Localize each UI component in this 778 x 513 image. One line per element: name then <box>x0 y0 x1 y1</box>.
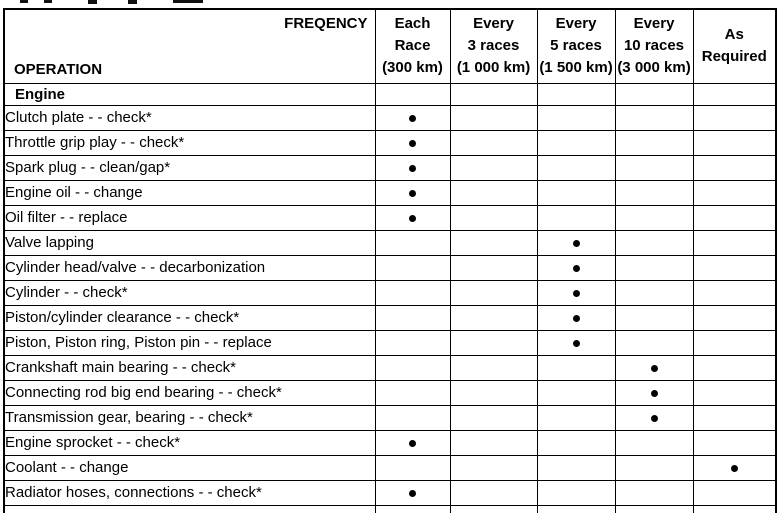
bullet-mark-icon <box>409 490 416 497</box>
operation-cell: Spark plug - - clean/gap* <box>4 155 375 180</box>
frequency-mark-cell <box>615 330 693 355</box>
operation-cell: Coolant - - change <box>4 455 375 480</box>
bullet-mark-icon <box>573 340 580 347</box>
table-row <box>4 180 776 205</box>
clipped-title-fragment <box>128 0 137 4</box>
frequency-mark-cell <box>693 430 776 455</box>
frequency-mark-cell <box>375 305 450 330</box>
frequency-mark-cell <box>450 505 537 513</box>
operation-cell: Cylinder - - check* <box>4 280 375 305</box>
frequency-mark-cell <box>450 480 537 505</box>
bullet-mark-icon <box>573 240 580 247</box>
frequency-mark-cell <box>450 255 537 280</box>
bullet-mark-icon <box>573 315 580 322</box>
clipped-title-fragment <box>20 0 28 3</box>
frequency-mark-cell <box>693 83 776 105</box>
frequency-column-header-line: (300 km) <box>382 59 443 77</box>
frequency-column-header <box>693 9 776 83</box>
bullet-mark-icon <box>651 415 658 422</box>
table-row <box>4 330 776 355</box>
frequency-column-header <box>615 9 693 83</box>
frequency-column-header-line: Required <box>701 48 767 66</box>
operation-cell: Radiator hoses, connections - - check* <box>4 480 375 505</box>
frequency-column-header-line: 10 races <box>623 37 685 55</box>
bullet-mark-icon <box>573 265 580 272</box>
frequency-mark-cell <box>537 180 615 205</box>
table-row <box>4 105 776 130</box>
frequency-mark-cell <box>615 180 693 205</box>
operation-cell: Engine oil - - change <box>4 180 375 205</box>
frequency-mark-cell <box>693 505 776 513</box>
frequency-mark-cell <box>693 155 776 180</box>
frequency-mark-cell <box>450 180 537 205</box>
frequency-mark-cell <box>693 280 776 305</box>
frequency-column-header <box>537 9 615 83</box>
frequency-mark-cell <box>375 480 450 505</box>
frequency-mark-cell <box>537 455 615 480</box>
operation-cell: Valve lapping <box>4 230 375 255</box>
frequency-mark-cell <box>450 105 537 130</box>
frequency-mark-cell <box>375 455 450 480</box>
frequency-mark-cell <box>693 330 776 355</box>
frequency-mark-cell <box>615 405 693 430</box>
frequency-mark-cell <box>375 505 450 513</box>
frequency-mark-cell <box>450 455 537 480</box>
operation-header-cell <box>4 9 375 83</box>
frequency-mark-cell <box>450 83 537 105</box>
frequency-mark-cell <box>693 380 776 405</box>
clipped-title-fragment <box>44 0 52 3</box>
frequency-mark-cell <box>375 130 450 155</box>
frequency-mark-cell <box>375 105 450 130</box>
operation-cell: Cylinder head/valve - - decarbonization <box>4 255 375 280</box>
operation-cell: Engine sprocket - - check* <box>4 430 375 455</box>
frequency-column-header-line: Every <box>555 15 597 33</box>
operation-cell: Piston, Piston ring, Piston pin - - replace <box>4 330 375 355</box>
frequency-mark-cell <box>450 355 537 380</box>
frequency-mark-cell <box>450 205 537 230</box>
frequency-column-header-line: As <box>724 26 744 44</box>
clipped-title-fragment <box>88 0 97 4</box>
maintenance-schedule-table <box>3 8 777 513</box>
frequency-mark-cell <box>450 380 537 405</box>
frequency-column-header-line: (1 500 km) <box>539 59 613 77</box>
frequency-mark-cell <box>450 430 537 455</box>
frequency-mark-cell <box>615 280 693 305</box>
frequency-mark-cell <box>615 380 693 405</box>
frequency-mark-cell <box>537 155 615 180</box>
frequency-mark-cell <box>615 505 693 513</box>
frequency-mark-cell <box>537 205 615 230</box>
bullet-mark-icon <box>409 140 416 147</box>
frequency-mark-cell <box>375 405 450 430</box>
frequency-mark-cell <box>615 255 693 280</box>
frequency-mark-cell <box>375 280 450 305</box>
operation-header-label: OPERATION <box>14 60 103 78</box>
table-row <box>4 380 776 405</box>
frequency-mark-cell <box>537 405 615 430</box>
frequency-mark-cell <box>615 105 693 130</box>
frequency-mark-cell <box>375 430 450 455</box>
operation-cell: Engine <box>4 83 375 105</box>
operation-cell: Clutch plate - - check* <box>4 105 375 130</box>
table-row <box>4 205 776 230</box>
frequency-column-header-line: Each <box>394 15 431 33</box>
frequency-mark-cell <box>537 330 615 355</box>
frequency-column-header <box>375 9 450 83</box>
table-row <box>4 405 776 430</box>
operation-cell: Oil filter - - replace <box>4 205 375 230</box>
bullet-mark-icon <box>573 290 580 297</box>
frequency-mark-cell <box>537 380 615 405</box>
operation-cell <box>4 505 375 513</box>
frequency-mark-cell <box>450 330 537 355</box>
frequency-column-header-line: 3 races <box>467 37 520 55</box>
bullet-mark-icon <box>409 215 416 222</box>
operation-cell: Throttle grip play - - check* <box>4 130 375 155</box>
frequency-column-header-line: Race <box>394 37 431 55</box>
frequency-mark-cell <box>693 455 776 480</box>
frequency-mark-cell <box>537 280 615 305</box>
frequency-mark-cell <box>693 255 776 280</box>
frequency-mark-cell <box>615 130 693 155</box>
table-row <box>4 480 776 505</box>
table-row <box>4 155 776 180</box>
frequency-mark-cell <box>375 380 450 405</box>
frequency-header-label: FREQENCY <box>284 15 368 32</box>
frequency-column-header-line: 5 races <box>550 37 602 55</box>
bullet-mark-icon <box>409 190 416 197</box>
frequency-mark-cell <box>693 405 776 430</box>
frequency-mark-cell <box>615 155 693 180</box>
frequency-mark-cell <box>537 480 615 505</box>
table-row <box>4 280 776 305</box>
frequency-column-header-line: Every <box>633 15 675 33</box>
frequency-column-header-line: Every <box>473 15 514 33</box>
frequency-mark-cell <box>450 305 537 330</box>
frequency-mark-cell <box>693 480 776 505</box>
frequency-mark-cell <box>693 130 776 155</box>
table-row <box>4 255 776 280</box>
table-row <box>4 130 776 155</box>
table-row <box>4 455 776 480</box>
frequency-mark-cell <box>375 155 450 180</box>
frequency-mark-cell <box>537 130 615 155</box>
frequency-mark-cell <box>450 155 537 180</box>
frequency-mark-cell <box>537 105 615 130</box>
frequency-column-header-line: (3 000 km) <box>617 59 691 77</box>
section-row <box>4 83 776 105</box>
frequency-mark-cell <box>693 180 776 205</box>
frequency-mark-cell <box>693 355 776 380</box>
table-row <box>4 430 776 455</box>
frequency-mark-cell <box>450 130 537 155</box>
bullet-mark-icon <box>651 390 658 397</box>
frequency-mark-cell <box>450 230 537 255</box>
frequency-mark-cell <box>615 455 693 480</box>
frequency-mark-cell <box>537 505 615 513</box>
frequency-mark-cell <box>375 355 450 380</box>
frequency-mark-cell <box>537 355 615 380</box>
frequency-mark-cell <box>450 405 537 430</box>
bullet-mark-icon <box>731 465 738 472</box>
bullet-mark-icon <box>651 365 658 372</box>
frequency-mark-cell <box>375 180 450 205</box>
clipped-title-fragment <box>173 0 203 3</box>
frequency-mark-cell <box>615 430 693 455</box>
frequency-mark-cell <box>375 230 450 255</box>
frequency-mark-cell <box>537 255 615 280</box>
bullet-mark-icon <box>409 165 416 172</box>
frequency-mark-cell <box>615 355 693 380</box>
frequency-mark-cell <box>537 430 615 455</box>
frequency-mark-cell <box>693 230 776 255</box>
frequency-column-header-line: (1 000 km) <box>456 59 531 77</box>
frequency-mark-cell <box>375 330 450 355</box>
table-row <box>4 230 776 255</box>
frequency-mark-cell <box>615 480 693 505</box>
frequency-mark-cell <box>693 205 776 230</box>
frequency-mark-cell <box>693 105 776 130</box>
frequency-mark-cell <box>450 280 537 305</box>
frequency-mark-cell <box>375 205 450 230</box>
operation-cell: Transmission gear, bearing - - check* <box>4 405 375 430</box>
frequency-mark-cell <box>615 305 693 330</box>
frequency-column-header <box>450 9 537 83</box>
operation-cell: Piston/cylinder clearance - - check* <box>4 305 375 330</box>
frequency-mark-cell <box>693 305 776 330</box>
frequency-mark-cell <box>615 83 693 105</box>
operation-cell: Connecting rod big end bearing - - check* <box>4 380 375 405</box>
frequency-mark-cell <box>375 83 450 105</box>
frequency-mark-cell <box>615 205 693 230</box>
frequency-mark-cell <box>615 230 693 255</box>
table-row <box>4 505 776 513</box>
table-row <box>4 305 776 330</box>
frequency-mark-cell <box>537 305 615 330</box>
frequency-mark-cell <box>375 255 450 280</box>
bullet-mark-icon <box>409 440 416 447</box>
frequency-mark-cell <box>537 83 615 105</box>
frequency-mark-cell <box>537 230 615 255</box>
bullet-mark-icon <box>409 115 416 122</box>
operation-cell: Crankshaft main bearing - - check* <box>4 355 375 380</box>
table-header-row <box>4 9 776 83</box>
table-row <box>4 355 776 380</box>
